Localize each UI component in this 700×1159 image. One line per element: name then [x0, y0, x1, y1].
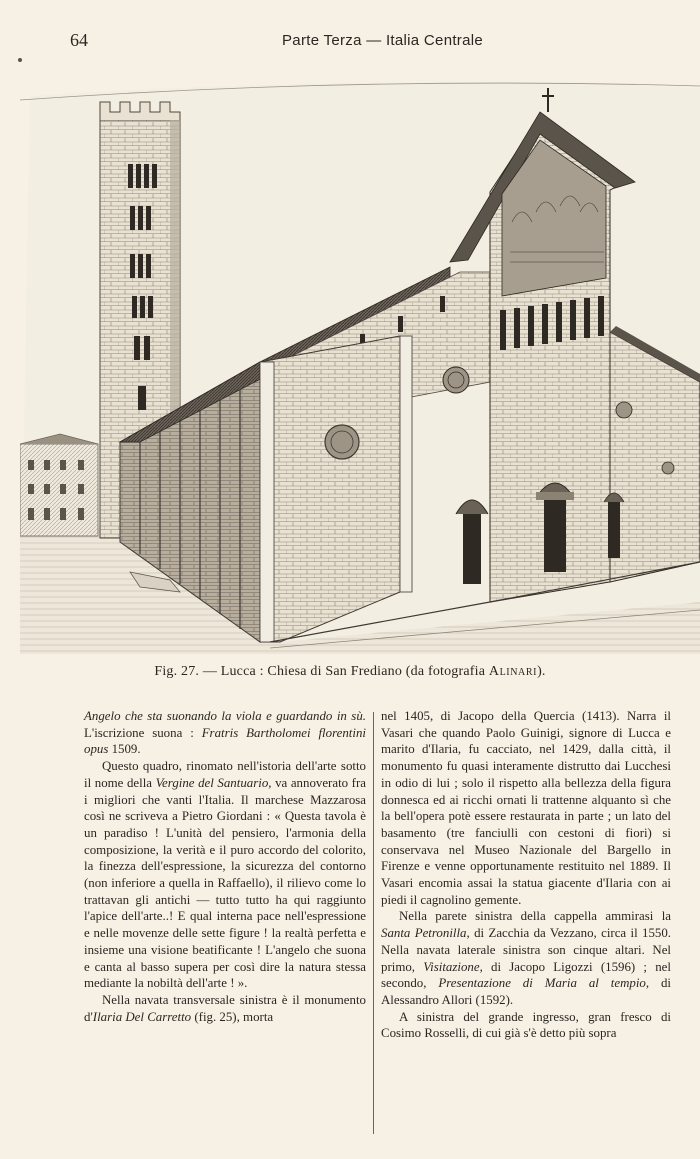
text-run: Questo quadro, rinomato nell'istoria dell'arte sotto il nome della [84, 759, 366, 790]
text-run: nel 1405, di Jacopo della Quercia (1413). Narra il Vasari che quando Paolo Guinigi, signore di Lucca e marito d'Ilaria, fu cacciato, nel 1429, dalla città, il monumento fu quasi interamente distrutto dai Lucchesi in odio di lui ; solo il rispetto alla bellezza della figura donnesca ed ai ricchi ornati li trattenne alquanto sì che la bell'opera potè essere restaurata in parte ; un lato del basamento (tre fanciulli con cestoni di fiori) si conservava nel Museo Nazionale del Bargello in Firenze e venne opportunamente restituito nel 1889. Il Vasari encomia assai la statua giacente d'Ilaria con ai piedi il cagnolino gemente. [381, 709, 671, 907]
italic-text: Fratris Bartholomei florentini opus [84, 725, 366, 757]
page-header [0, 30, 700, 54]
church-illustration [20, 82, 700, 654]
italic-text: Santa Petronilla, [381, 926, 470, 941]
text-run: L'iscrizione suona : [84, 725, 202, 740]
text-run: Nella parete sinistra della cappella ammirasi la [399, 909, 671, 924]
text-run: (fig. 25), morta [191, 1009, 274, 1024]
italic-text: Vergine del Santuario, [155, 775, 272, 790]
text-run: di Jacopo Ligozzi (1596) ; nel secondo, [381, 959, 671, 991]
text-run: 1509. [108, 742, 141, 757]
caption-credit: Alinari [488, 664, 538, 679]
paragraph [84, 992, 366, 1025]
page-number: 64 [70, 30, 88, 50]
text-run: A sinistra del grande ingresso, gran fresco di Cosimo Rosselli, di cui già s'è detto più sopra [381, 1009, 671, 1041]
figure-caption [0, 664, 700, 680]
paragraph [84, 708, 366, 758]
paragraph [84, 758, 366, 992]
text-column-left [84, 708, 366, 1025]
text-run: Nella navata transversale sinistra è il monumento d' [84, 992, 366, 1024]
italic-text: Angelo che sta suonando la viola e guardando in sù. [84, 709, 366, 723]
column-divider [373, 712, 374, 1134]
text-run: di Alessandro Allori (1592). [381, 976, 671, 1007]
italic-text: Ilaria Del Carretto [92, 1009, 192, 1024]
text-column-right [381, 708, 671, 1042]
margin-mark [18, 58, 22, 62]
running-head: Parte Terza — Italia Centrale [282, 32, 484, 49]
caption-label: Fig. 27. — Lucca : Chiesa di San Frediano (da fotografia [154, 664, 486, 679]
text-run: di Zacchia da Vezzano, circa il 1550. Nella navata laterale sinistra son cinque altari. Nel primo, [381, 926, 671, 974]
paragraph [381, 708, 671, 908]
italic-text: Presentazione di Maria al tempio, [438, 976, 650, 991]
text-run: va annoverato fra i migliori che vanti l'Italia. Il marchese Mazzarosa così ne scriveva a Pietro Giordani : « Questa tavola è un paradiso ! L'unità del pensiero, l'armonia della composizione, la verità e il puro accordo del colorito, la finezza dell'espressione, la sicurezza del contorno (non inferiore a quella in Raffaello), il rilievo come lo trattavan gli antichi — tutto tutto ha qui raggiunto l'apice dell'arte..! E qual interna pace nell'espressione e nelle movenze delle sette figure ! la realtà perfetta e insieme una visione beatificante ! L'angelo che suona e canta al basso supera per così dire la natura stessa mediante la nobiltà dell'arte ! ». [84, 775, 366, 991]
paragraph [381, 1009, 671, 1042]
paragraph [381, 908, 671, 1008]
italic-text: Visitazione, [423, 959, 483, 974]
caption-tail: ). [537, 664, 546, 679]
